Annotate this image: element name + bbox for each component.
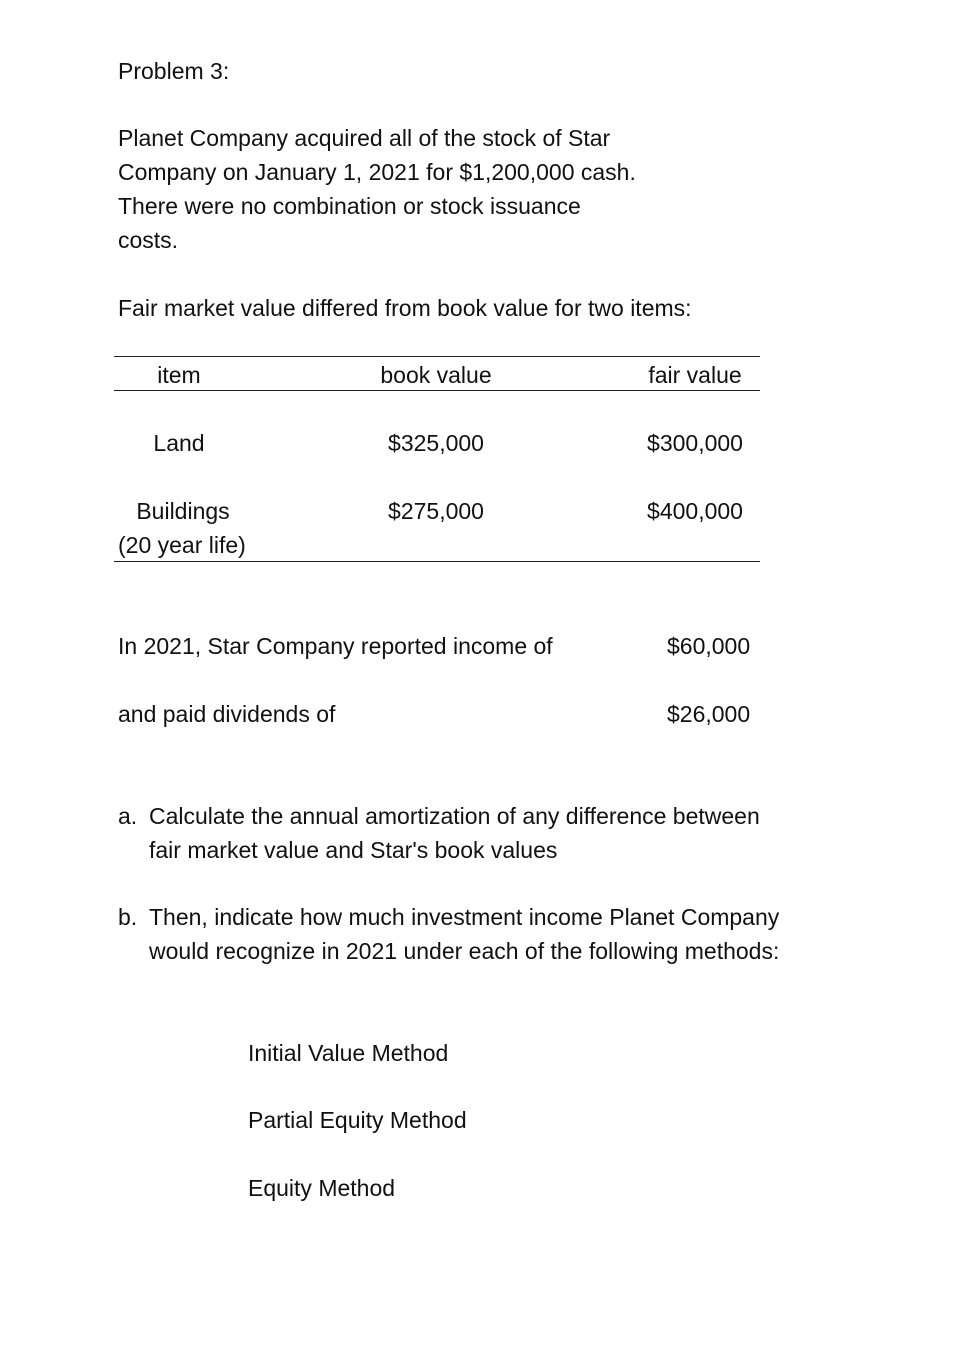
- row-land-item: Land: [153, 430, 205, 456]
- intro-paragraph: [118, 121, 698, 257]
- problem-heading: Problem 3:: [118, 58, 230, 84]
- question-text: [149, 900, 849, 968]
- row-land-book-value: $325,000: [388, 430, 484, 456]
- row-buildings-book-value: $275,000: [388, 498, 484, 524]
- header-fair-value: fair value: [648, 362, 742, 388]
- dividends-label: and paid dividends of: [118, 701, 336, 727]
- row-buildings-item: Buildings: [136, 498, 230, 524]
- income-value: $60,000: [667, 633, 751, 659]
- intro-line: There were no combination or stock issuance: [118, 193, 581, 219]
- method-initial-value: Initial Value Method: [248, 1040, 449, 1066]
- question-line: Then, indicate how much investment income Planet Company: [149, 904, 780, 930]
- dividends-value: $26,000: [667, 701, 751, 727]
- values-table: [114, 356, 760, 562]
- intro-line: Company on January 1, 2021 for $1,200,000 cash.: [118, 159, 636, 185]
- row-buildings-note: (20 year life): [118, 532, 246, 558]
- income-label: In 2021, Star Company reported income of: [118, 633, 553, 659]
- question-marker: a.: [118, 803, 138, 829]
- question-line: fair market value and Star's book values: [149, 837, 558, 863]
- intro-line: Planet Company acquired all of the stock of Star: [118, 125, 611, 151]
- method-equity: Equity Method: [248, 1175, 396, 1201]
- method-partial-equity: Partial Equity Method: [248, 1107, 467, 1133]
- row-land-fair-value: $300,000: [647, 430, 743, 456]
- fmv-sentence: Fair market value differed from book value for two items:: [118, 295, 692, 321]
- question-line: would recognize in 2021 under each of the following methods:: [149, 938, 780, 964]
- header-item: item: [157, 362, 201, 388]
- question-text: [149, 799, 849, 867]
- header-rule: [114, 390, 760, 391]
- intro-line: costs.: [118, 227, 179, 253]
- question-line: Calculate the annual amortization of any difference between: [149, 803, 760, 829]
- row-buildings-fair-value: $400,000: [647, 498, 743, 524]
- question-marker: b.: [118, 904, 138, 930]
- header-book-value: book value: [380, 362, 492, 388]
